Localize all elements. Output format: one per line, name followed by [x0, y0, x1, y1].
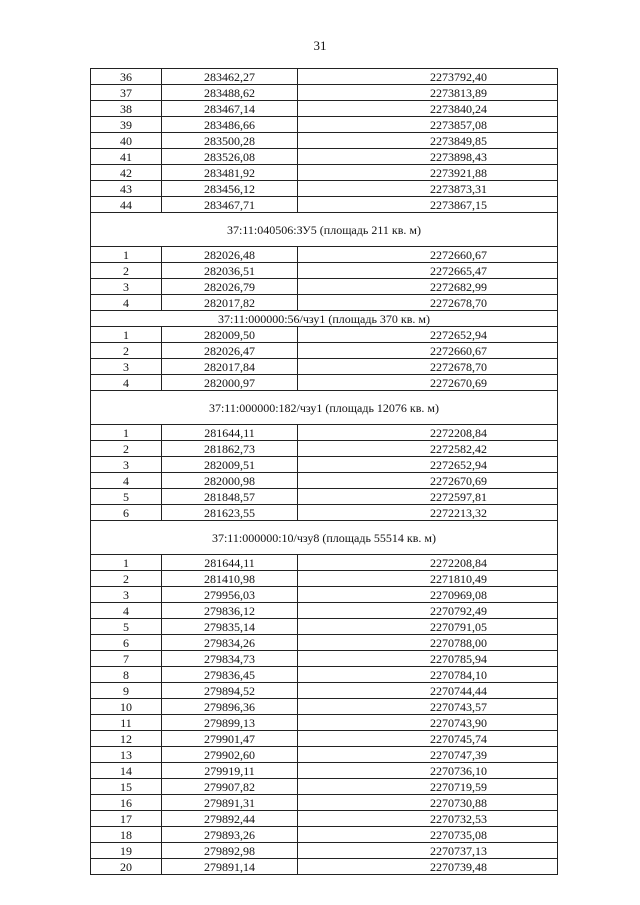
- table-row: [91, 165, 558, 181]
- y-coordinate-cell: 2273813,89: [298, 85, 558, 101]
- y-coordinate-cell: 2272670,69: [298, 375, 558, 391]
- x-coordinate-cell: 279899,13: [162, 715, 298, 731]
- table-row: [91, 795, 558, 811]
- table-row: [91, 375, 558, 391]
- section-header: 37:11:000000:56/чзу1 (площадь 370 кв. м): [91, 311, 558, 327]
- point-number-cell: 3: [91, 359, 162, 375]
- table-row: [91, 181, 558, 197]
- table-row: [91, 603, 558, 619]
- point-number-cell: 4: [91, 375, 162, 391]
- section-header: 37:11:000000:10/чзу8 (площадь 55514 кв. м): [91, 521, 558, 555]
- x-coordinate-cell: 279893,26: [162, 827, 298, 843]
- table-row: [91, 117, 558, 133]
- x-coordinate-cell: 283488,62: [162, 85, 298, 101]
- y-coordinate-cell: 2270737,13: [298, 843, 558, 859]
- point-number-cell: 41: [91, 149, 162, 165]
- x-coordinate-cell: 279956,03: [162, 587, 298, 603]
- point-number-cell: 10: [91, 699, 162, 715]
- y-coordinate-cell: 2273857,08: [298, 117, 558, 133]
- x-coordinate-cell: 281410,98: [162, 571, 298, 587]
- y-coordinate-cell: 2270739,48: [298, 859, 558, 875]
- x-coordinate-cell: 279901,47: [162, 731, 298, 747]
- table-row: [91, 327, 558, 343]
- x-coordinate-cell: 283467,14: [162, 101, 298, 117]
- y-coordinate-cell: 2270743,57: [298, 699, 558, 715]
- point-number-cell: 36: [91, 69, 162, 85]
- y-coordinate-cell: 2270747,39: [298, 747, 558, 763]
- point-number-cell: 3: [91, 457, 162, 473]
- point-number-cell: 37: [91, 85, 162, 101]
- table-row: [91, 149, 558, 165]
- x-coordinate-cell: 279919,11: [162, 763, 298, 779]
- table-row: [91, 295, 558, 311]
- y-coordinate-cell: 2270745,74: [298, 731, 558, 747]
- section-header-row: [91, 521, 558, 555]
- x-coordinate-cell: 283481,92: [162, 165, 298, 181]
- section-header-row: [91, 311, 558, 327]
- point-number-cell: 12: [91, 731, 162, 747]
- point-number-cell: 43: [91, 181, 162, 197]
- y-coordinate-cell: 2272660,67: [298, 247, 558, 263]
- point-number-cell: 42: [91, 165, 162, 181]
- coordinates-table-body: [91, 69, 558, 875]
- point-number-cell: 6: [91, 635, 162, 651]
- y-coordinate-cell: 2272582,42: [298, 441, 558, 457]
- table-row: [91, 811, 558, 827]
- point-number-cell: 1: [91, 327, 162, 343]
- x-coordinate-cell: 281848,57: [162, 489, 298, 505]
- point-number-cell: 13: [91, 747, 162, 763]
- point-number-cell: 2: [91, 441, 162, 457]
- x-coordinate-cell: 281644,11: [162, 425, 298, 441]
- x-coordinate-cell: 279834,26: [162, 635, 298, 651]
- table-row: [91, 779, 558, 795]
- point-number-cell: 18: [91, 827, 162, 843]
- point-number-cell: 19: [91, 843, 162, 859]
- y-coordinate-cell: 2270730,88: [298, 795, 558, 811]
- table-row: [91, 619, 558, 635]
- y-coordinate-cell: 2270719,59: [298, 779, 558, 795]
- y-coordinate-cell: 2272678,70: [298, 359, 558, 375]
- y-coordinate-cell: 2270732,53: [298, 811, 558, 827]
- table-row: [91, 827, 558, 843]
- y-coordinate-cell: 2270969,08: [298, 587, 558, 603]
- section-header: 37:11:000000:182/чзу1 (площадь 12076 кв. м): [91, 391, 558, 425]
- point-number-cell: 1: [91, 555, 162, 571]
- x-coordinate-cell: 283456,12: [162, 181, 298, 197]
- y-coordinate-cell: 2272678,70: [298, 295, 558, 311]
- y-coordinate-cell: 2270784,10: [298, 667, 558, 683]
- y-coordinate-cell: 2272660,67: [298, 343, 558, 359]
- section-header: 37:11:040506:ЗУ5 (площадь 211 кв. м): [91, 213, 558, 247]
- point-number-cell: 4: [91, 603, 162, 619]
- point-number-cell: 15: [91, 779, 162, 795]
- table-row: [91, 85, 558, 101]
- y-coordinate-cell: 2270792,49: [298, 603, 558, 619]
- y-coordinate-cell: 2272665,47: [298, 263, 558, 279]
- y-coordinate-cell: 2270791,05: [298, 619, 558, 635]
- x-coordinate-cell: 282026,47: [162, 343, 298, 359]
- y-coordinate-cell: 2273840,24: [298, 101, 558, 117]
- point-number-cell: 1: [91, 247, 162, 263]
- table-row: [91, 263, 558, 279]
- table-row: [91, 747, 558, 763]
- table-row: [91, 635, 558, 651]
- point-number-cell: 5: [91, 619, 162, 635]
- point-number-cell: 14: [91, 763, 162, 779]
- y-coordinate-cell: 2272670,69: [298, 473, 558, 489]
- table-row: [91, 101, 558, 117]
- y-coordinate-cell: 2273898,43: [298, 149, 558, 165]
- y-coordinate-cell: 2270785,94: [298, 651, 558, 667]
- x-coordinate-cell: 283486,66: [162, 117, 298, 133]
- point-number-cell: 4: [91, 473, 162, 489]
- table-row: [91, 343, 558, 359]
- y-coordinate-cell: 2270744,44: [298, 683, 558, 699]
- x-coordinate-cell: 279836,45: [162, 667, 298, 683]
- x-coordinate-cell: 279907,82: [162, 779, 298, 795]
- table-row: [91, 457, 558, 473]
- y-coordinate-cell: 2273867,15: [298, 197, 558, 213]
- point-number-cell: 39: [91, 117, 162, 133]
- x-coordinate-cell: 282026,48: [162, 247, 298, 263]
- point-number-cell: 17: [91, 811, 162, 827]
- x-coordinate-cell: 279835,14: [162, 619, 298, 635]
- table-row: [91, 197, 558, 213]
- table-row: [91, 555, 558, 571]
- x-coordinate-cell: 282026,79: [162, 279, 298, 295]
- point-number-cell: 9: [91, 683, 162, 699]
- section-header-row: [91, 213, 558, 247]
- x-coordinate-cell: 282009,50: [162, 327, 298, 343]
- point-number-cell: 40: [91, 133, 162, 149]
- table-row: [91, 69, 558, 85]
- x-coordinate-cell: 282009,51: [162, 457, 298, 473]
- y-coordinate-cell: 2272652,94: [298, 457, 558, 473]
- point-number-cell: 2: [91, 343, 162, 359]
- x-coordinate-cell: 282000,98: [162, 473, 298, 489]
- x-coordinate-cell: 283526,08: [162, 149, 298, 165]
- x-coordinate-cell: 279891,31: [162, 795, 298, 811]
- table-row: [91, 425, 558, 441]
- point-number-cell: 2: [91, 571, 162, 587]
- x-coordinate-cell: 279892,98: [162, 843, 298, 859]
- x-coordinate-cell: 283467,71: [162, 197, 298, 213]
- x-coordinate-cell: 281862,73: [162, 441, 298, 457]
- x-coordinate-cell: 279892,44: [162, 811, 298, 827]
- table-row: [91, 473, 558, 489]
- point-number-cell: 38: [91, 101, 162, 117]
- table-row: [91, 133, 558, 149]
- point-number-cell: 6: [91, 505, 162, 521]
- point-number-cell: 1: [91, 425, 162, 441]
- table-row: [91, 843, 558, 859]
- x-coordinate-cell: 279896,36: [162, 699, 298, 715]
- x-coordinate-cell: 279894,52: [162, 683, 298, 699]
- y-coordinate-cell: 2273921,88: [298, 165, 558, 181]
- y-coordinate-cell: 2270788,00: [298, 635, 558, 651]
- y-coordinate-cell: 2270743,90: [298, 715, 558, 731]
- point-number-cell: 3: [91, 587, 162, 603]
- x-coordinate-cell: 282036,51: [162, 263, 298, 279]
- y-coordinate-cell: 2270735,08: [298, 827, 558, 843]
- table-row: [91, 571, 558, 587]
- x-coordinate-cell: 279834,73: [162, 651, 298, 667]
- y-coordinate-cell: 2273873,31: [298, 181, 558, 197]
- table-row: [91, 715, 558, 731]
- x-coordinate-cell: 282017,82: [162, 295, 298, 311]
- table-row: [91, 587, 558, 603]
- section-header-row: [91, 391, 558, 425]
- point-number-cell: 3: [91, 279, 162, 295]
- table-row: [91, 505, 558, 521]
- table-row: [91, 359, 558, 375]
- table-row: [91, 651, 558, 667]
- y-coordinate-cell: 2272652,94: [298, 327, 558, 343]
- y-coordinate-cell: 2272208,84: [298, 555, 558, 571]
- table-row: [91, 441, 558, 457]
- y-coordinate-cell: 2272597,81: [298, 489, 558, 505]
- table-row: [91, 859, 558, 875]
- table-row: [91, 667, 558, 683]
- point-number-cell: 20: [91, 859, 162, 875]
- point-number-cell: 5: [91, 489, 162, 505]
- y-coordinate-cell: 2271810,49: [298, 571, 558, 587]
- point-number-cell: 11: [91, 715, 162, 731]
- x-coordinate-cell: 282017,84: [162, 359, 298, 375]
- table-row: [91, 489, 558, 505]
- x-coordinate-cell: 282000,97: [162, 375, 298, 391]
- y-coordinate-cell: 2270736,10: [298, 763, 558, 779]
- y-coordinate-cell: 2272213,32: [298, 505, 558, 521]
- table-row: [91, 763, 558, 779]
- x-coordinate-cell: 281623,55: [162, 505, 298, 521]
- y-coordinate-cell: 2272208,84: [298, 425, 558, 441]
- point-number-cell: 8: [91, 667, 162, 683]
- x-coordinate-cell: 279836,12: [162, 603, 298, 619]
- y-coordinate-cell: 2273792,40: [298, 69, 558, 85]
- coordinates-table: [90, 68, 558, 875]
- x-coordinate-cell: 283462,27: [162, 69, 298, 85]
- point-number-cell: 2: [91, 263, 162, 279]
- table-row: [91, 247, 558, 263]
- x-coordinate-cell: 279891,14: [162, 859, 298, 875]
- point-number-cell: 44: [91, 197, 162, 213]
- table-row: [91, 279, 558, 295]
- point-number-cell: 4: [91, 295, 162, 311]
- point-number-cell: 7: [91, 651, 162, 667]
- y-coordinate-cell: 2272682,99: [298, 279, 558, 295]
- page-number: 31: [313, 38, 327, 53]
- table-row: [91, 699, 558, 715]
- table-row: [91, 731, 558, 747]
- x-coordinate-cell: 281644,11: [162, 555, 298, 571]
- x-coordinate-cell: 283500,28: [162, 133, 298, 149]
- x-coordinate-cell: 279902,60: [162, 747, 298, 763]
- table-row: [91, 683, 558, 699]
- y-coordinate-cell: 2273849,85: [298, 133, 558, 149]
- point-number-cell: 16: [91, 795, 162, 811]
